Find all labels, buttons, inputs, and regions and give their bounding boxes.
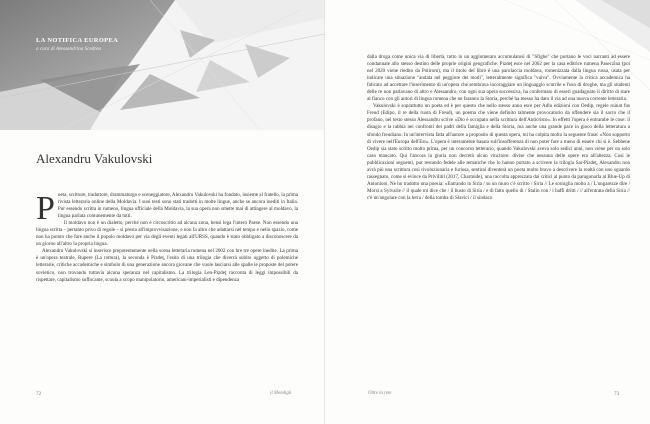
paragraph: Il moldavo non è un dialetto, perché non è circoscritto ad alcuna zona, bensì lega l'intero Paese. Non essendo una lingua scritta – pertanto privo di regole – si presta all'improvvisazione, e non fa altro che adattarsi nel tempo e nello spazio, come non ha potuto che fare anche il popolo moldavo per via degli eventi legati all'URSS, quando è stato obbligato a disconoscere da un giorno all'altro la propria lingua. [36,220,298,248]
left-page-number: 72 [36,391,42,397]
section-banner [0,0,324,130]
section-title: LA NOTIFICA EUROPEA [36,37,119,44]
right-running-head: Oltre la rete [368,391,392,396]
paragraph: Alexandru Vakulovski si inserisce prepotentemente nella scena letteraria rumena nel 2002 con hre tre opere inedite. La prima è un'opera teatrale, Rupere (La rottura), la seconda è Pizdeţ, l'esito di una trilogia che diverrà subito oggetto di polemiche letterarie, critiche accademiche e simbolo di una generazione ancora giovane che vuole lasciarsi alle spalle le proposte del potere sovietico, non trovando tuttavia alcuna speranza nel capitalismo. La trilogia Len-Pizdeţ racconta di leggi impossibili da rispettare, capitalismo soffocante, scuola a scopo manipolatorio, americani-imperialisti e dipendenza [36,248,298,283]
left-running-head: il Mondigli [270,391,292,396]
section-subtitle: a cura di Alessandrina Scedrea [36,46,102,52]
paragraph [36,190,298,227]
left-body-text [36,192,298,284]
paragraph-text: oeta, scrittore, traduttore, drammaturgo e sceneggiatore, Alexandru Vakulovski ha fondato, insieme al fratello, la prima rivista letteraria online della Moldavia. I suoi testi sono stati tradotti in molte lingue, anche se ancora inediti in Italia. Pur essendo scritta in rumeno, lingua ufficiale della Moldavia, la sua opera non smette mai di attingere al moldavo, la lingua parlata comunemente da tutti. [57,192,298,220]
author-heading: Alexandru Vakulovski [36,151,153,166]
right-page [325,0,650,424]
paragraph: dalla droga come unica via di libertà, tutto in un agglomerato accumulatosi di "Sfighe" che portano le voci narranti ad essere condannate allo stesso destino delle proprie origini geografiche. Pizdeţ esce nel 2002 per la casa editrice rumena Paseczina (poi nel 2020 viene riedito da Polirom), ma il titolo del libro è una parolaccia moldava, romenizzata dalla lingua russa, usata per indicare una situazione "andata nel peggiore dei modi", letteralmente significa "vulva". Ovviamente la critica accademica ha faticato ad accettare l'inserimento di un'opera che sembrava incoraggiare un linguaggio scurrile e l'uso di droghe, ma gli studenti delle re non parlavano di altro e Alessandro, con ogni sua opera successiva, ha confermato di esseri guadagnato il diritto di stare al fianco con gli autori di lingua romena che ne faranno la Storia, perché ha messo ha dato il via ad una nuova corrente letteraria. [367,54,630,103]
right-page-number: 73 [614,391,620,397]
paragraph: Vakulovski è soprattutto un poeta ed è per questo che nello stesso anno esce per Adlu edizioni con Oedip, regele ruinat fus Freud (Edipo, il re della ruota di Freud), un poema che viene definito talmente provocatorio da offendere sia il sacro che il profano, nel testo stesso Alessandru scrive «Dio è occupato nella scrittura dell'Anticristo». In effetti l'opera è entrambe le cose: il disagio e la rabbia nei confronti dei padri della famiglia e della Storia, ma anche una grande pace in gioco della letteratura a sfondo freudiano. In un'intervista fatta all'autore a proposito di questa opera, mi ha colpita molto la seguente frase: «Non sopporto di vivere nell'Europa dell'Est». L'opera è interamente basata sull'insofferenza di non poter fare a meno di essere chi si è. Sebbene Oedip sia stato scritto molto prima, per un concorso letterario, quando Vakulovski aveva solo sedici anni, non viene per un solo caso mancato. Qui l'ancora la giuria non decretò alcun vincitore: divise che nessuna delle opere era all'altezza. Così le pubblicazioni seguenti, pur restando fedele alle tematiche che lo hanno portato a scrivere la trilogia Sar-Pizdeţ, Alexandru non avrà più una scrittura così rivoluzionaria e furiosa, sentirai diventerà un poeta molto bravo a descrivere la realtà con uno sguardo rassegnato, come si evince da Privilitil (2017, Charmide), una raccolta apprezzata dai critici al punto da paragonarla al Blue-Up di Antonioni. Ne ho tradotto una poesia: «Entrando in Siria / su un muro c'è scritto / Siria // Le sorniglia molto a / L'ungarezze dire / Morsi a Sylvarie // il quale mi dice che / il busto di Siria / e di fatto quello di / Stalin con / i baffi dritti / // all'entrata della Siria // c'è un'angolare con la terra / della tomba di Slavici / il sindaco [367,103,630,201]
drop-cap: P [36,190,55,227]
banner-triangles-graphic [0,0,324,130]
right-body-text [367,54,630,202]
